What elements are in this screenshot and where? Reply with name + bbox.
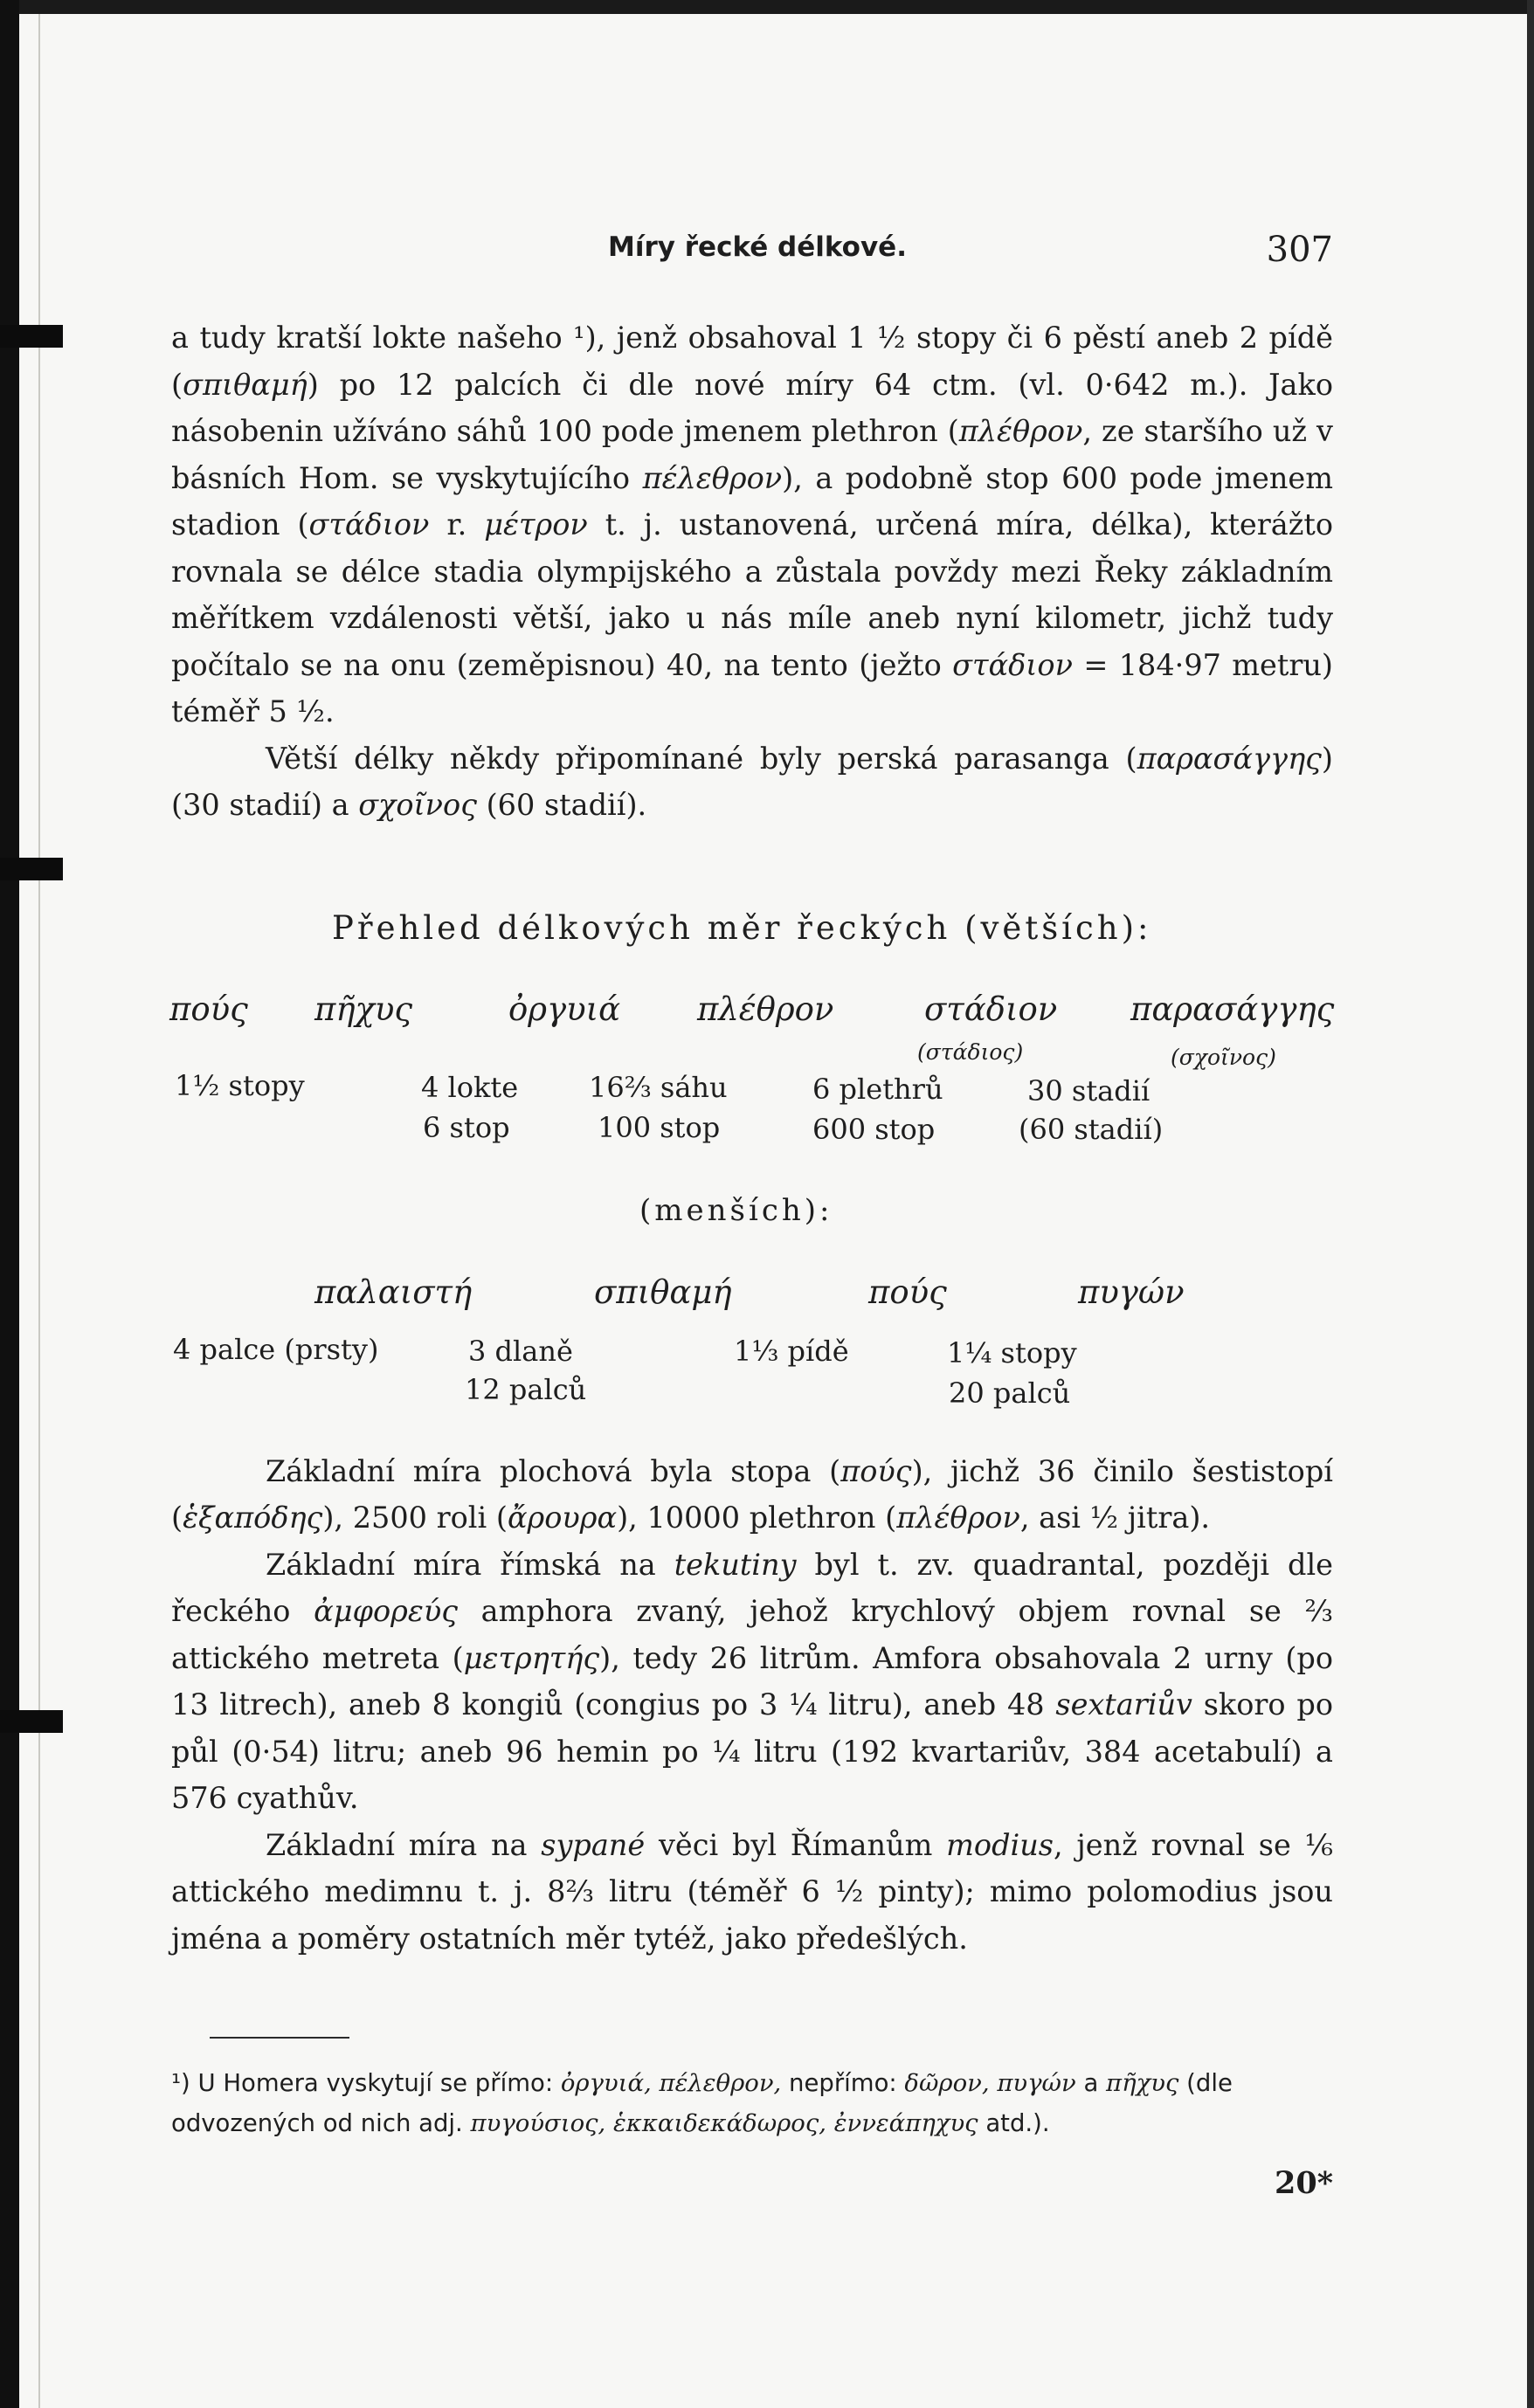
text-run: amphora zvaný, jehož krychlový objem rovnal se ⅔ attického metreta ( [171,1594,1333,1675]
cell-orgyia-r1: 16⅔ sáhu [589,1070,728,1104]
header-pechys: πῆχυς [314,990,413,1028]
running-header [171,214,1333,270]
cell-palaiste-r1: 4 palce (prsty) [173,1332,379,1366]
text-run: ), a podobně stop 600 pode jmenem stadion ( [171,460,1333,542]
text-run: skoro po půl (0·54) litru; aneb 96 hemin po ¼ litru (192 kvartariův, 384 acetabulí) a 576 cyathův. [171,1687,1333,1815]
footnote-marker: ¹) [171,2069,190,2097]
scan-border-left [0,0,19,2408]
italic-term: πέλεθρον [642,460,783,495]
italic-term: tekutiny [674,1547,797,1582]
text-run: ), 10000 plethron ( [617,1501,897,1535]
text-run: ), jichž 36 činilo šestistopí ( [171,1453,1333,1535]
text-run: a [1075,2069,1107,2097]
cell-stadion-r2: (60 stadií) [1019,1112,1164,1146]
footnote-rule [210,2037,349,2039]
cell-pechys-r1: 4 lokte [421,1070,519,1104]
cell-pygon-r1: 1¼ stopy [947,1335,1077,1370]
italic-term: μέτρον [484,507,588,542]
cell-spithame-r1: 3 dlaně [468,1334,573,1368]
text-run: U Homera vyskytují se přímo: [190,2069,561,2097]
header-pygon: πυγών [1078,1273,1185,1311]
header-pous-small: πούς [868,1273,947,1311]
table-large-title: Přehled délkových měr řeckých (větších): [332,908,1152,947]
header-stadion: στάδιον [924,990,1058,1028]
paragraph-4 [171,1542,1333,1822]
cell-pygon-r2: 20 palců [949,1376,1071,1410]
scan-border-top [0,0,1534,14]
binding-clip [0,1710,63,1733]
scan-border-right [1527,0,1534,2408]
cell-pous-r1: 1½ stopy [175,1068,305,1102]
text-run: = 184·97 metru) téměř 5 ½. [171,647,1333,728]
header-plethron: πλέθρον [697,990,834,1028]
running-title: Míry řecké délkové. [608,231,907,263]
text-run: , jenž rovnal se ⅙ attického medimnu t. j. 8⅔ litru (téměř 6 ½ pinty); mimo polomodius jsou jména a poměry ostatních měr tytéž, jako předešlých. [171,1827,1333,1956]
italic-term: πλέθρον [896,1501,1020,1535]
header-palaiste: παλαιστή [314,1273,473,1311]
cell-orgyia-r2: 100 stop [598,1110,721,1144]
text-run: Větší délky někdy připomínané byly perská parasanga ( [266,741,1137,776]
cell-spithame-r2: 12 palců [465,1372,587,1406]
text-run: t. j. ustanovená, určená míra, délka), kterážto rovnala se délce stadia olympijského a zůstala povždy mezi Řeky základním měřítkem vzdálenosti větší, jako u nás míle aneb nyní kilometr, jichž tudy počítalo se na onu (zeměpisnou) 40, na tento (ježto [171,507,1334,682]
text-run: Základní míra římská na [266,1547,674,1582]
header-parasanges: παρασάγγης [1130,990,1335,1028]
subheader-stadios: (στάδιος) [917,1038,1024,1065]
paragraph-5 [171,1822,1333,1963]
paragraph-2 [171,735,1333,829]
header-orgyia: ὀργυιά [508,990,621,1028]
table-large [171,990,1333,1191]
italic-term: μετρητής [463,1640,600,1675]
italic-term: παρασάγγης [1137,741,1322,776]
italic-term: σχοῖνος [358,788,477,822]
page [169,214,1335,2201]
text-run: , asi ½ jitra). [1019,1501,1211,1535]
italic-term: πούς [840,1453,912,1488]
footnote-text [171,2069,1233,2137]
italic-term: στάδιον [952,647,1073,682]
italic-term: ἄρουρα [507,1501,618,1535]
paragraph-3 [171,1448,1333,1542]
text-run: Základní míra na [266,1827,542,1862]
table-small [171,1273,1333,1448]
italic-term: στάδιον [308,507,430,542]
text-run: , ze staršího už v básních Hom. se vyskytujícího [171,414,1333,495]
text-run: r. [429,507,485,542]
italic-term: modius [946,1827,1054,1862]
printer-signature: 20* [1274,2165,1333,2201]
italic-term: πῆχυς [1106,2069,1179,2097]
text-run: ), 2500 roli ( [322,1501,508,1535]
paragraph-1 [171,314,1333,735]
cell-pechys-r2: 6 stop [423,1110,510,1144]
text-run: Základní míra plochová byla stopa ( [266,1453,841,1488]
text-run: ) (30 stadií) a [171,741,1333,822]
text-run: nepřímo: [781,2069,905,2097]
text-run: ), tedy 26 litrům. Amfora obsahovala 2 urny (po 13 litrech), aneb 8 kongiů (congius po 3 ¼ litru), aneb 48 [171,1640,1334,1721]
table-small-title: (menších): [639,1192,833,1228]
page-number: 307 [1266,230,1333,270]
italic-term: σπιθαμή [183,367,307,402]
italic-term: πλέθρον [958,414,1083,448]
italic-term: πυγούσιος, ἑκκαιδεκάδωρος, ἐννεάπηχυς [470,2109,978,2137]
italic-term: sextariův [1055,1687,1192,1721]
italic-term: ἑξαπόδης [183,1501,323,1535]
cell-stadion-r1: 30 stadií [1027,1073,1150,1107]
binding-clip [0,858,63,880]
text-run: a tudy kratší lokte našeho [171,321,574,355]
gutter-line [38,14,40,2408]
header-spithame: σπιθαμή [594,1273,732,1311]
italic-term: ὀργυιά, πέλεθρον, [560,2069,782,2097]
footnote [171,2063,1333,2143]
text-run: (dle odvozených od nich adj. [171,2069,1233,2137]
header-pous: πούς [169,990,248,1028]
cell-plethron-r2: 600 stop [812,1112,936,1146]
binding-clip [0,325,63,348]
cell-plethron-r1: 6 plethrů [812,1072,943,1106]
text-run: byl t. zv. quadrantal, později dle řeckého [171,1547,1333,1628]
text-run: ) po 12 palcích či dle nové míry 64 ctm. (vl. 0·642 m.). Jako násobenin užíváno sáhů 100 pode jmenem plethron ( [171,367,1333,448]
text-run: ¹), jenž obsahoval 1 ½ stopy či 6 pěstí aneb 2 pídě ( [171,321,1333,402]
italic-term: ἀμφορεύς [314,1594,458,1628]
subheader-schoinos: (σχοῖνος) [1171,1044,1276,1070]
italic-term: δῶρον, πυγών [904,2069,1076,2097]
text-run: atd.). [978,2109,1050,2137]
text-run: (60 stadií). [476,788,647,822]
text-run: věci byl Římanům [645,1827,947,1862]
cell-pous-r1-small: 1⅓ pídě [734,1334,849,1368]
italic-term: sypané [541,1827,646,1862]
